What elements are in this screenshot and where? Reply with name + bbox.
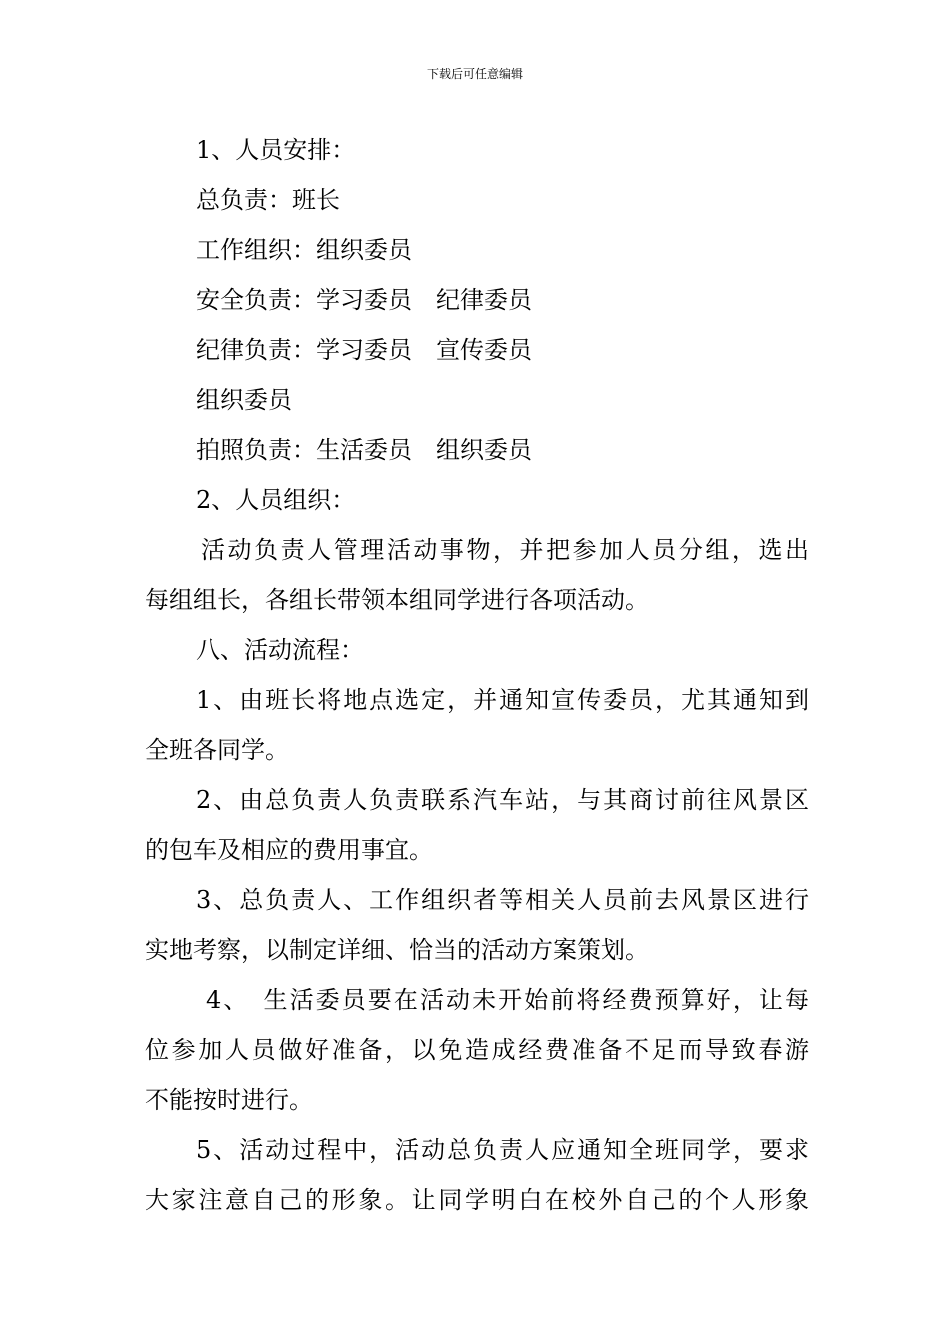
text-line: 4、 生活委员要在活动未开始前将经费预算好，让每 xyxy=(206,986,809,1014)
text-line: 组织委员 xyxy=(196,386,292,414)
text-line: 3、总负责人、工作组织者等相关人员前去风景区进行 xyxy=(196,886,809,914)
text-line: 的包车及相应的费用事宜。 xyxy=(145,836,433,864)
text-line: 工作组织：组织委员 xyxy=(196,236,412,264)
text-line: 全班各同学。 xyxy=(145,736,289,764)
text-line: 位参加人员做好准备，以免造成经费准备不足而导致春游 xyxy=(145,1036,809,1064)
text-line: 1、人员安排： xyxy=(196,136,356,164)
text-line: 2、人员组织： xyxy=(196,486,356,514)
text-line: 1、由班长将地点选定，并通知宣传委员，尤其通知到 xyxy=(196,686,809,714)
text-line: 5、活动过程中，活动总负责人应通知全班同学，要求 xyxy=(196,1136,809,1164)
text-line: 安全负责：学习委员 纪律委员 xyxy=(196,286,532,314)
text-line: 八、活动流程： xyxy=(196,636,364,664)
text-line: 拍照负责：生活委员 组织委员 xyxy=(196,436,532,464)
text-line: 纪律负责：学习委员 宣传委员 xyxy=(196,336,532,364)
page-header: 下载后可任意编辑 xyxy=(426,67,523,81)
text-line: 2、由总负责人负责联系汽车站，与其商讨前往风景区 xyxy=(196,786,809,814)
text-line: 不能按时进行。 xyxy=(145,1086,313,1114)
text-line: 实地考察，以制定详细、恰当的活动方案策划。 xyxy=(145,936,649,964)
text-line: 每组组长，各组长带领本组同学进行各项活动。 xyxy=(145,586,649,614)
text-line: 总负责：班长 xyxy=(196,186,340,214)
text-line: 大家注意自己的形象。让同学明白在校外自己的个人形象 xyxy=(145,1186,809,1214)
text-line: 活动负责人管理活动事物，并把参加人员分组，选出 xyxy=(201,536,809,564)
